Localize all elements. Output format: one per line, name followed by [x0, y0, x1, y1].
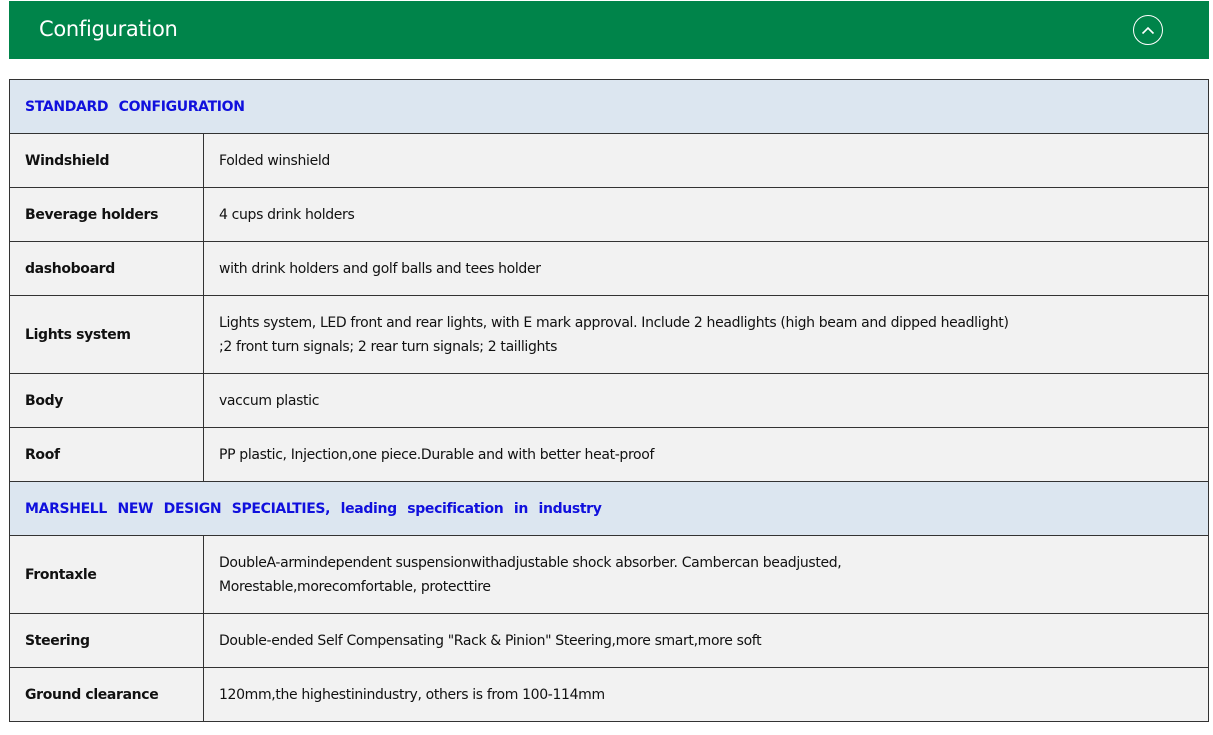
spec-value: [204, 134, 1209, 188]
spec-value: [204, 188, 1209, 242]
spec-value: [204, 614, 1209, 668]
spec-value-line: with drink holders and golf balls and tees holder: [219, 260, 541, 277]
table-row: [10, 296, 1209, 374]
spec-name: Frontaxle: [10, 536, 204, 614]
spec-name: Beverage holders: [10, 188, 204, 242]
spec-value: [204, 536, 1209, 614]
table-row: [10, 242, 1209, 296]
section-title: STANDARD CONFIGURATION: [10, 80, 1209, 134]
header-title: Configuration: [39, 17, 178, 41]
spec-value: [204, 668, 1209, 722]
spec-value-line: PP plastic, Injection,one piece.Durable and with better heat-proof: [219, 446, 655, 463]
section-title: MARSHELL NEW DESIGN SPECIALTIES, leading specification in industry: [10, 482, 1209, 536]
spec-name: Windshield: [10, 134, 204, 188]
spec-value: [204, 296, 1209, 374]
spec-value: [204, 374, 1209, 428]
spec-value-line: DoubleA-armindependent suspensionwithadjustable shock absorber. Cambercan beadjusted,: [219, 554, 842, 571]
spec-value-line: Folded winshield: [219, 152, 330, 169]
spec-name: Body: [10, 374, 204, 428]
spec-value: [204, 428, 1209, 482]
table-row: [10, 536, 1209, 614]
spec-value-line: 4 cups drink holders: [219, 206, 355, 223]
spec-value: [204, 242, 1209, 296]
table-row: [10, 614, 1209, 668]
spec-name: Roof: [10, 428, 204, 482]
collapse-button[interactable]: [1133, 15, 1163, 45]
table-row: [10, 374, 1209, 428]
table-row: [10, 428, 1209, 482]
table-row: [10, 668, 1209, 722]
spec-value-line: Double-ended Self Compensating "Rack & Pinion" Steering,more smart,more soft: [219, 632, 762, 649]
section-header-row: [10, 80, 1209, 134]
configuration-table: [9, 79, 1209, 722]
spec-name: dashoboard: [10, 242, 204, 296]
section-header-row: [10, 482, 1209, 536]
table-row: [10, 134, 1209, 188]
spec-value-line: ;2 front turn signals; 2 rear turn signals; 2 taillights: [219, 338, 558, 355]
spec-name: Ground clearance: [10, 668, 204, 722]
table-row: [10, 188, 1209, 242]
spec-value-line: Morestable,morecomfortable, protecttire: [219, 578, 491, 595]
spec-value-line: vaccum plastic: [219, 392, 320, 409]
configuration-header[interactable]: [9, 1, 1209, 59]
spec-name: Steering: [10, 614, 204, 668]
chevron-up-icon: [1141, 26, 1155, 35]
spec-name: Lights system: [10, 296, 204, 374]
spec-value-line: Lights system, LED front and rear lights, with E mark approval. Include 2 headlights (high beam and dipped headlight): [219, 314, 1009, 331]
spec-value-line: 120mm,the highestinindustry, others is from 100-114mm: [219, 686, 605, 703]
